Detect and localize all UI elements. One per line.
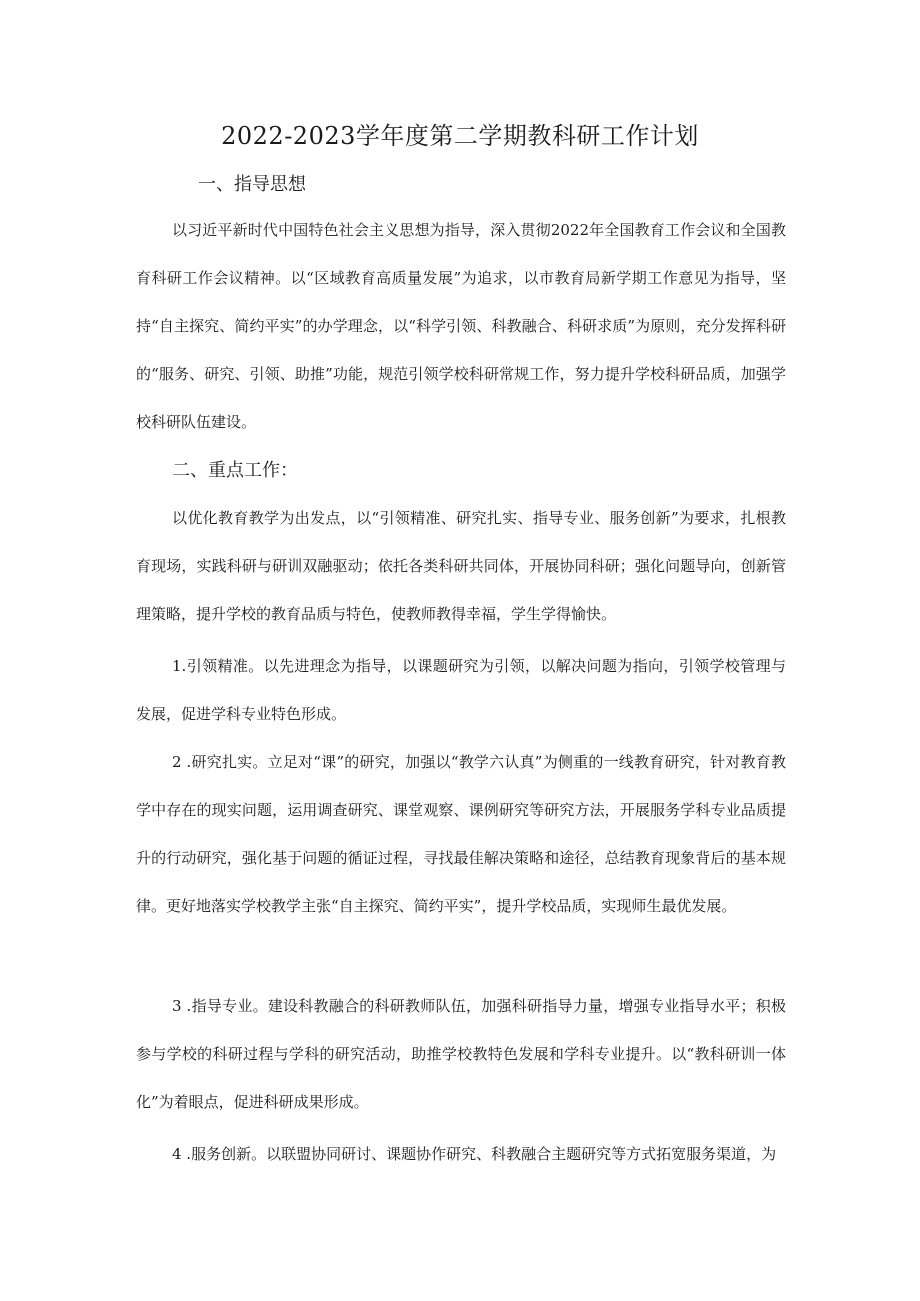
section-heading-guiding-ideology: 一、指导思想: [198, 174, 306, 195]
section-heading-key-work: 二、重点工作：: [172, 460, 298, 481]
guiding-ideology-paragraph: 以习近平新时代中国特色社会主义思想为指导，深入贯彻2022年全国教育工作会议和全国教育科研工作会议精神。以“区域教育高质量发展”为追求，以市教育局新学期工作意见为指导，坚持“自主探究、简约平实”的办学理念，以“科学引领、科教融合、科研求质”为原则，充分发挥科研的“服务、研究、引领、助推”功能，规范引领学校科研常规工作，努力提升学校科研品质，加强学校科研队伍建设。: [136, 221, 786, 431]
key-work-item-1: 1.引领精准。以先进理念为指导，以课题研究为引领，以解决问题为指向，引领学校管理与发展，促进学科专业特色形成。: [136, 657, 786, 723]
key-work-item-3: 3 .指导专业。建设科教融合的科研教师队伍，加强科研指导力量，增强专业指导水平；积极参与学校的科研过程与学科的研究活动，助推学校教特色发展和学科专业提升。以“教科研训一体化”为着眼点，促进科研成果形成。: [136, 997, 786, 1111]
key-work-item-2: 2 .研究扎实。立足对“课”的研究，加强以“教学六认真”为侧重的一线教育研究，针对教育教学中存在的现实问题，运用调查研究、课堂观察、课例研究等研究方法，开展服务学科专业品质提升的行动研究，强化基于问题的循证过程，寻找最佳解决策略和途径，总结教育现象背后的基本规律。更好地落实学校教学主张“自主探究、简约平实”，提升学校品质，实现师生最优发展。: [136, 753, 786, 915]
document-title: 2022-2023学年度第二学期教科研工作计划: [221, 122, 699, 150]
key-work-item-4: 4 .服务创新。以联盟协同研讨、课题协作研究、科教融合主题研究等方式拓宽服务渠道，为: [172, 1145, 777, 1163]
key-work-intro-paragraph: 以优化教育教学为出发点，以“引领精准、研究扎实、指导专业、服务创新”为要求，扎根教育现场，实践科研与研训双融驱动；依托各类科研共同体，开展协同科研；强化问题导向，创新管理策略，提升学校的教育品质与特色，使教师教得幸福，学生学得愉快。: [136, 509, 786, 623]
